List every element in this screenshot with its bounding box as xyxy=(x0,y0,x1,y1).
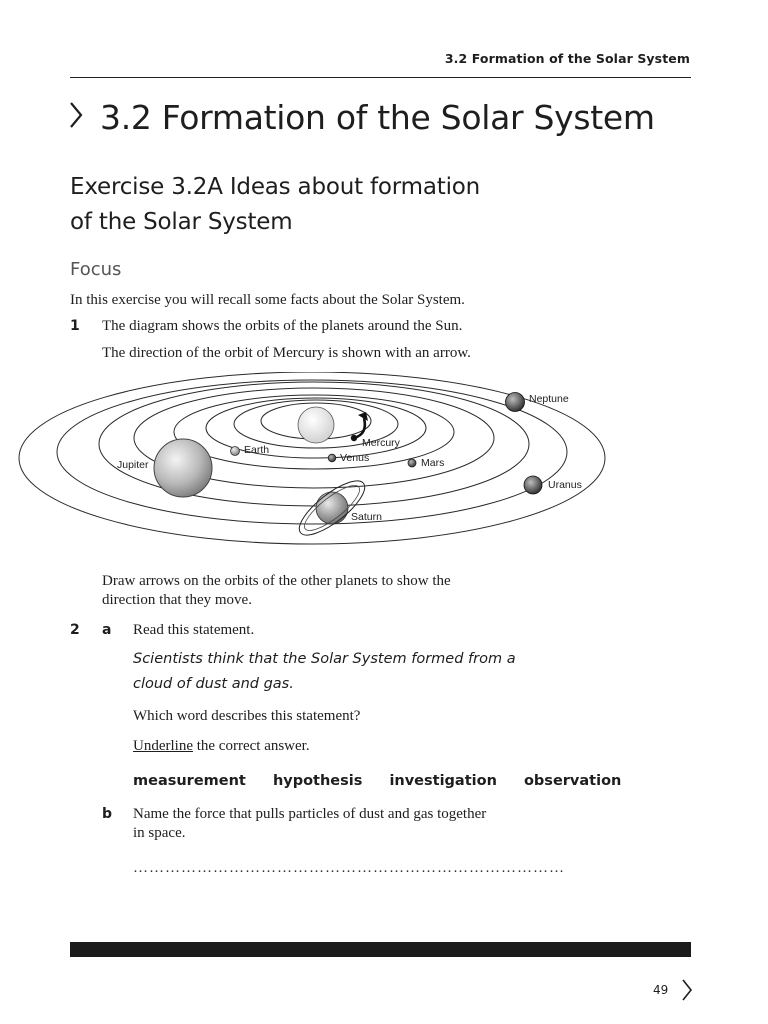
underline-rest: the correct answer. xyxy=(192,738,310,754)
question-number-1: 1 xyxy=(70,318,80,334)
q2a-label: a xyxy=(102,622,112,638)
mercury-arrow xyxy=(354,418,365,438)
running-head: 3.2 Formation of the Solar System xyxy=(444,51,690,66)
exercise-title-line1: Exercise 3.2A Ideas about formation xyxy=(70,174,481,200)
section-title xyxy=(68,98,655,137)
option-investigation[interactable]: investigation xyxy=(389,773,497,789)
planet-mercury xyxy=(351,435,357,441)
exercise-title xyxy=(70,170,480,240)
orbit-uranus xyxy=(57,380,567,524)
q1-instruction-line2: direction that they move. xyxy=(102,592,252,608)
planet-saturn xyxy=(316,492,348,524)
header-rule xyxy=(70,77,691,78)
q2b-label: b xyxy=(102,806,113,822)
page-number: 49 xyxy=(653,983,669,997)
label-mars: Mars xyxy=(421,457,445,469)
chevron-right-icon xyxy=(68,98,90,137)
answer-line[interactable]: ……………………………………………………………………… xyxy=(133,860,565,876)
q2b-line2: in space. xyxy=(133,825,186,841)
planet-jupiter xyxy=(154,439,212,497)
underline-word: Underline xyxy=(133,738,193,754)
label-earth: Earth xyxy=(244,444,270,456)
sun xyxy=(298,407,334,443)
answer-options xyxy=(133,773,643,789)
label-saturn: Saturn xyxy=(351,511,382,523)
q1-instruction-line1: Draw arrows on the orbits of the other planets to show the xyxy=(102,573,451,589)
option-observation[interactable]: observation xyxy=(523,773,622,789)
label-neptune: Neptune xyxy=(529,393,569,405)
option-hypothesis[interactable]: hypothesis xyxy=(272,773,363,789)
underline-instruction xyxy=(133,738,310,755)
statement-line2: cloud of dust and gas. xyxy=(133,676,294,692)
planet-earth xyxy=(231,447,240,456)
label-venus: Venus xyxy=(340,452,370,464)
planet-uranus xyxy=(524,476,542,494)
solar-system-diagram xyxy=(14,372,614,557)
q2a-prompt: Read this statement. xyxy=(133,622,255,638)
statement-line1: Scientists think that the Solar System formed from a xyxy=(133,651,516,667)
which-word-question: Which word describes this statement? xyxy=(133,708,361,724)
q1-line1: The diagram shows the orbits of the planets around the Sun. xyxy=(102,318,463,334)
label-jupiter: Jupiter xyxy=(117,459,149,471)
planet-venus xyxy=(328,454,336,462)
question-number-2: 2 xyxy=(70,622,80,638)
footer-bar xyxy=(70,942,691,957)
option-measurement[interactable]: measurement xyxy=(133,773,246,789)
focus-heading: Focus xyxy=(70,259,122,280)
intro-text: In this exercise you will recall some facts about the Solar System. xyxy=(70,292,465,308)
label-uranus: Uranus xyxy=(548,479,582,491)
q1-line2: The direction of the orbit of Mercury is shown with an arrow. xyxy=(102,345,471,361)
exercise-title-line2: of the Solar System xyxy=(70,209,293,235)
chevron-right-icon xyxy=(680,978,694,1007)
planet-neptune xyxy=(506,393,525,412)
q2b-line1: Name the force that pulls particles of dust and gas together xyxy=(133,806,487,822)
label-mercury: Mercury xyxy=(362,437,400,449)
section-title-text: 3.2 Formation of the Solar System xyxy=(100,98,655,137)
planet-mars xyxy=(408,459,416,467)
